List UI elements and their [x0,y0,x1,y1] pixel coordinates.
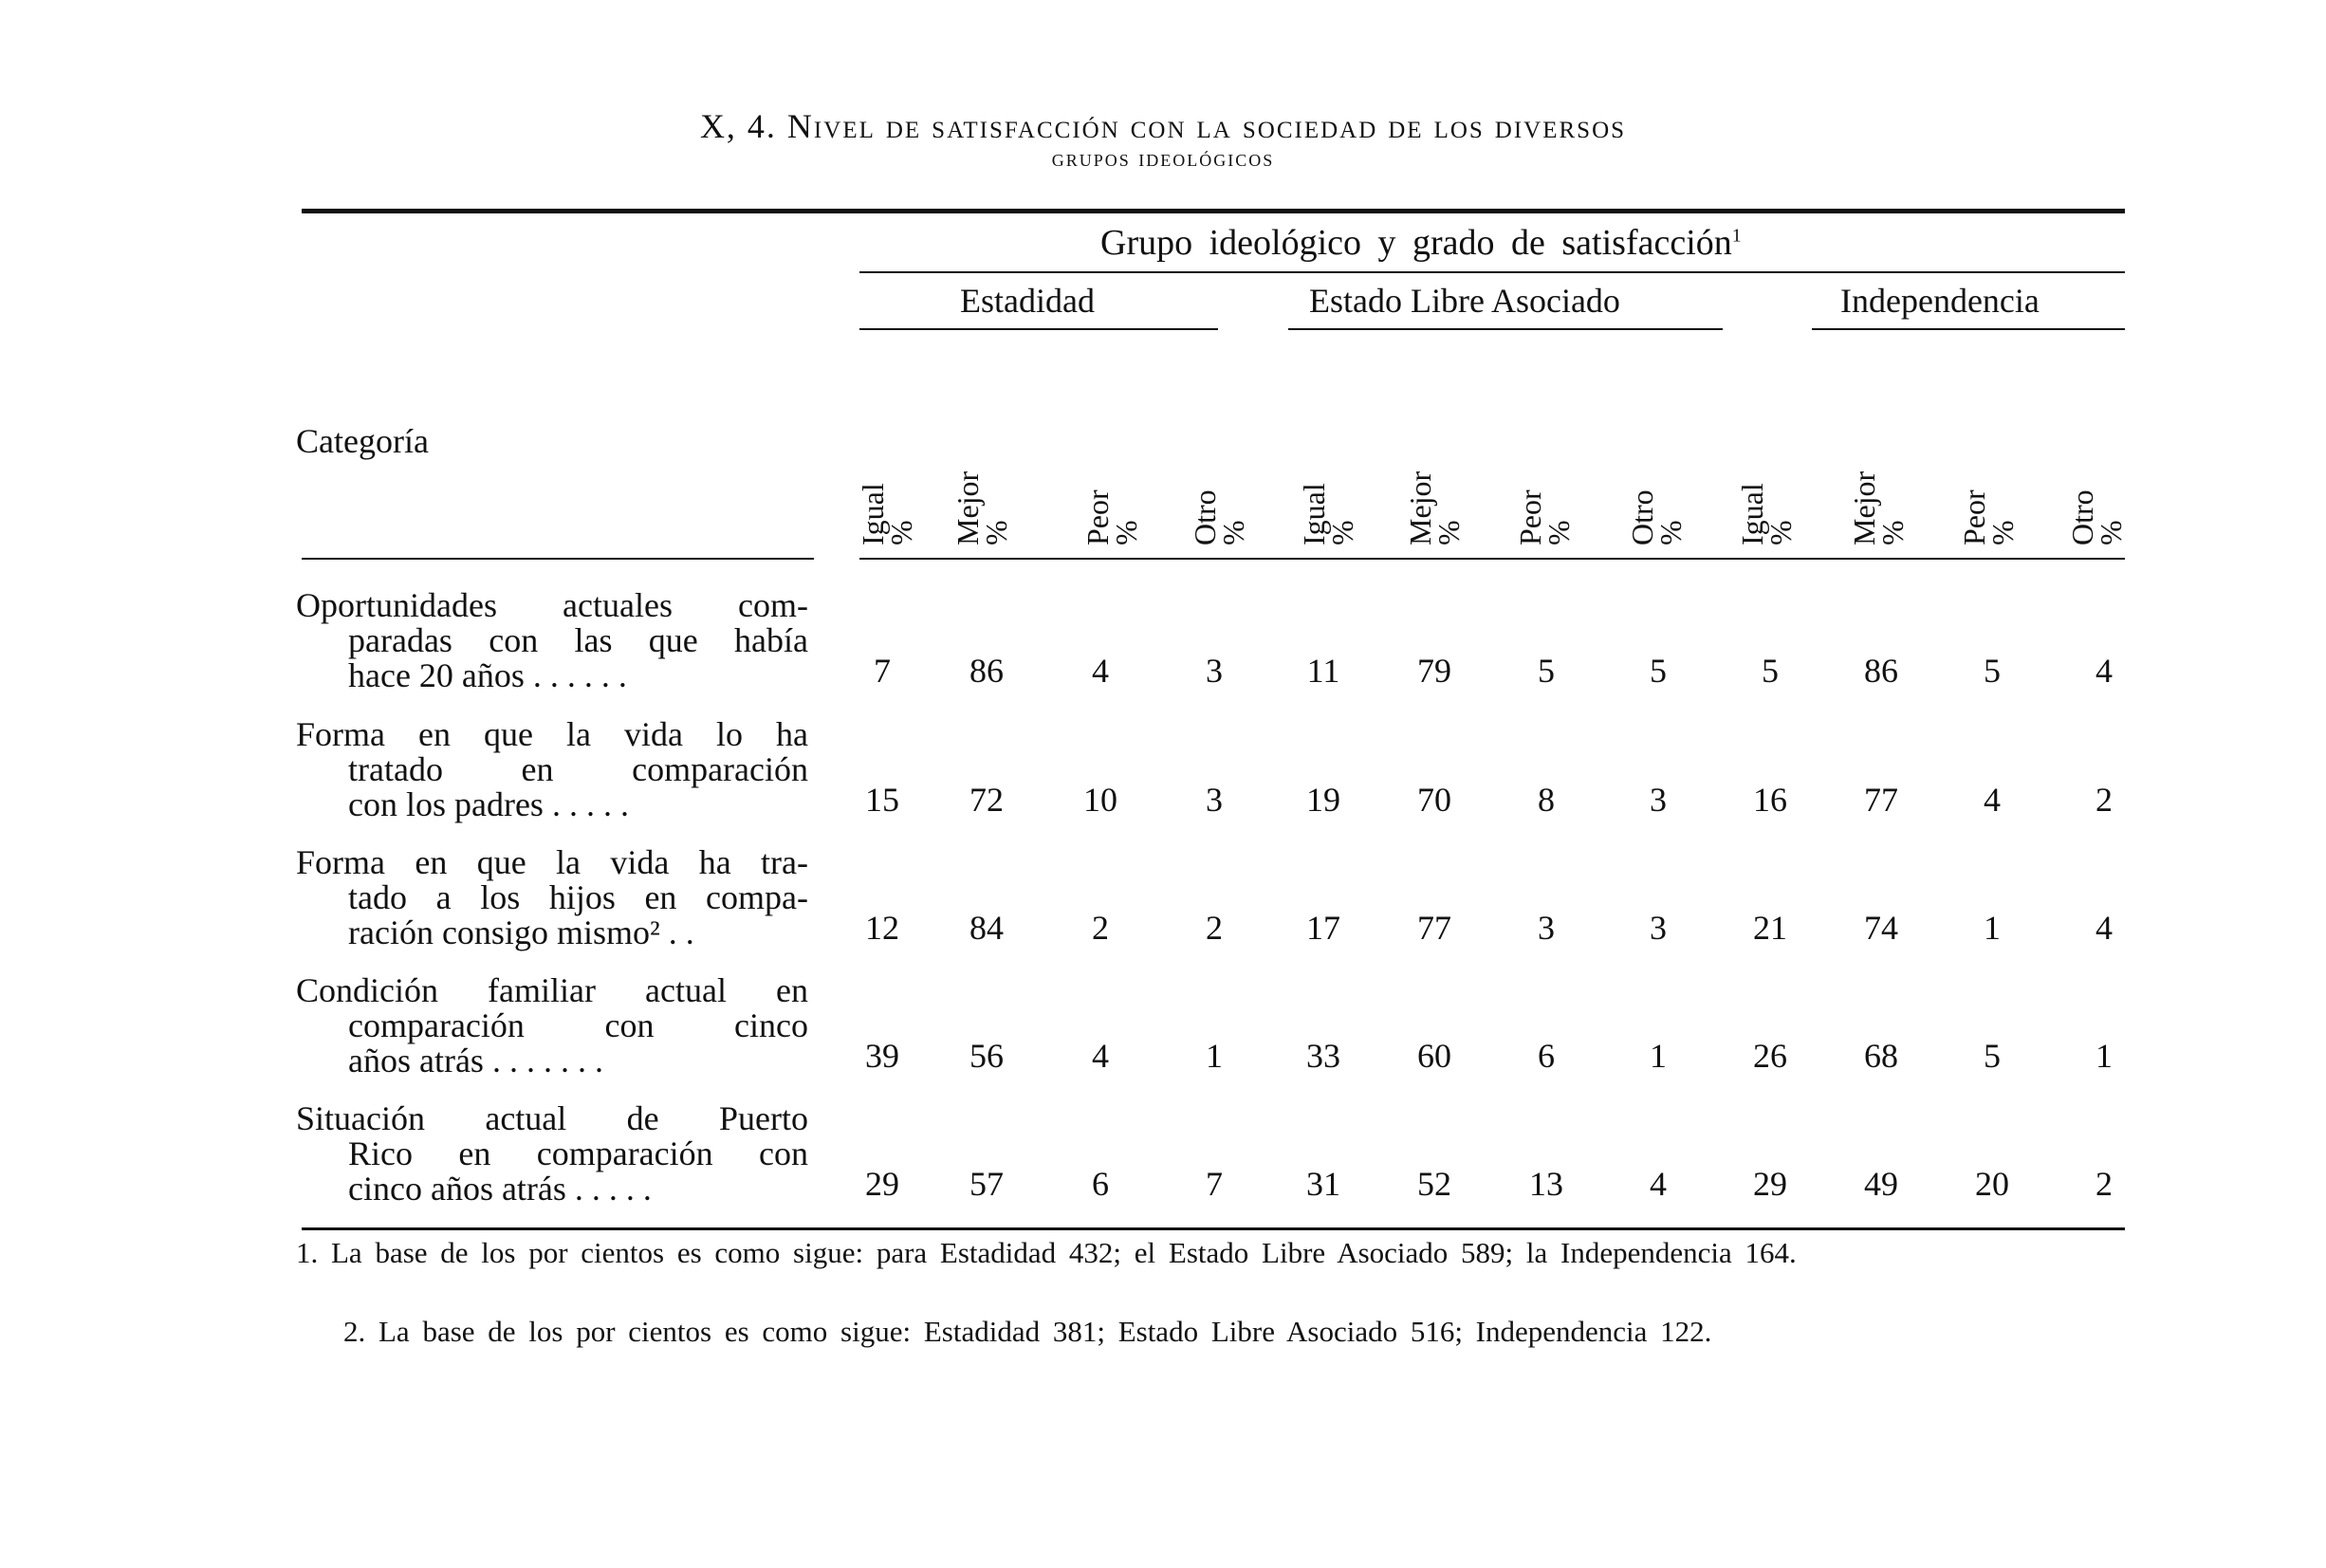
table-cell-r3-c4: 2 [1206,909,1223,947]
table-cell-r1-c2: 86 [969,652,1004,690]
table-cell-r2-c3: 10 [1083,781,1117,819]
table-cell-r1-c12: 4 [2095,652,2113,690]
col-header-5: Igual % [1297,483,1359,545]
col-header-2: Mejor % [951,470,1013,545]
table-cell-r5-c12: 2 [2095,1165,2113,1203]
table-cell-r2-c5: 19 [1306,781,1340,819]
table-cell-r2-c9: 16 [1753,781,1787,819]
table-cell-r4-c7: 6 [1538,1037,1555,1075]
table-cell-r4-c1: 39 [865,1037,899,1075]
group-header-text: Grupo ideológico y grado de satisfacción [1100,223,1732,263]
table-cell-r1-c6: 79 [1417,652,1451,690]
table-cell-r3-c9: 21 [1753,909,1787,947]
table-title-line2: grupos ideológicos [1051,144,1275,172]
table-cell-r4-c9: 26 [1753,1037,1787,1075]
row-label-1: Oportunidades actuales com- paradas con las que había hace 20 años . . . . . . [296,586,808,694]
col-header-9: Igual % [1735,483,1798,545]
bottom-rule [302,1227,2125,1230]
table-cell-r4-c11: 5 [1984,1037,2001,1075]
table-cell-r5-c1: 29 [865,1165,899,1203]
subgroup-estadidad: Estadidad [960,282,1095,320]
group-header [1100,222,1742,264]
top-rule [302,209,2125,213]
table-cell-r3-c7: 3 [1538,909,1555,947]
table-cell-r2-c10: 77 [1864,781,1898,819]
footnote-2: 2. La base de los por cientos es como sigue: Estadidad 381; Estado Libre Asociado 516; Independencia 122. [343,1315,1712,1348]
col-header-8: Otro % [1625,489,1688,545]
table-cell-r3-c11: 1 [1984,909,2001,947]
group-header-rule [859,271,2125,273]
col-header-3: Peor % [1080,489,1143,545]
subgroup-ela: Estado Libre Asociado [1309,282,1620,320]
table-cell-r3-c3: 2 [1092,909,1109,947]
table-cell-r4-c2: 56 [969,1037,1004,1075]
row-label-5: Situación actual de Puerto Rico en comparación con cinco años atrás . . . . . [296,1099,808,1208]
table-cell-r4-c12: 1 [2095,1037,2113,1075]
table-cell-r5-c2: 57 [969,1165,1004,1203]
table-cell-r5-c3: 6 [1092,1165,1109,1203]
table-cell-r5-c10: 49 [1864,1165,1898,1203]
table-cell-r3-c8: 3 [1650,909,1667,947]
table-cell-r1-c9: 5 [1762,652,1779,690]
subgroup-rule-2 [1288,328,1723,330]
col-header-7: Peor % [1513,489,1576,545]
table-cell-r2-c8: 3 [1650,781,1667,819]
subgroup-independencia: Independencia [1840,282,2040,320]
table-cell-r2-c6: 70 [1417,781,1451,819]
table-cell-r5-c6: 52 [1417,1165,1451,1203]
table-cell-r3-c10: 74 [1864,909,1898,947]
table-cell-r4-c8: 1 [1650,1037,1667,1075]
table-cell-r1-c8: 5 [1650,652,1667,690]
table-cell-r5-c9: 29 [1753,1165,1787,1203]
table-cell-r2-c1: 15 [865,781,899,819]
table-cell-r1-c1: 7 [874,652,891,690]
table-cell-r5-c7: 13 [1529,1165,1563,1203]
col-header-11: Peor % [1957,489,2020,545]
table-title-line1: X, 4. Nivel de satisfacción con la sociedad de los diversos [699,107,1627,145]
table-cell-r4-c5: 33 [1306,1037,1340,1075]
table-cell-r1-c11: 5 [1984,652,2001,690]
table-cell-r4-c4: 1 [1206,1037,1223,1075]
row-label-3: Forma en que la vida ha tra- tado a los hijos en compa- ración consigo mismo² . . [296,843,808,951]
table-cell-r1-c5: 11 [1306,652,1340,690]
col-header-12: Otro % [2065,489,2128,545]
col-header-4: Otro % [1188,489,1250,545]
table-cell-r4-c3: 4 [1092,1037,1109,1075]
table-cell-r2-c4: 3 [1206,781,1223,819]
row-label-4: Condición familiar actual en comparación con cinco años atrás . . . . . . . [296,971,808,1079]
table-cell-r1-c7: 5 [1538,652,1555,690]
table-cell-r3-c2: 84 [969,909,1004,947]
table-cell-r2-c2: 72 [969,781,1004,819]
table-cell-r3-c12: 4 [2095,909,2113,947]
table-cell-r1-c10: 86 [1864,652,1898,690]
table-cell-r1-c4: 3 [1206,652,1223,690]
group-header-note: 1 [1731,225,1742,247]
row-label-2: Forma en que la vida lo ha tratado en comparación con los padres . . . . . [296,715,808,823]
subgroup-rule-3 [1812,328,2125,330]
table-cell-r5-c4: 7 [1206,1165,1223,1203]
col-header-1: Igual % [856,483,918,545]
table-cell-r4-c10: 68 [1864,1037,1898,1075]
table-cell-r5-c5: 31 [1306,1165,1340,1203]
table-cell-r5-c8: 4 [1650,1165,1667,1203]
table-cell-r2-c12: 2 [2095,781,2113,819]
table-cell-r5-c11: 20 [1975,1165,2009,1203]
table-cell-r1-c3: 4 [1092,652,1109,690]
table-cell-r3-c6: 77 [1417,909,1451,947]
col-header-6: Mejor % [1403,470,1466,545]
footnote-1: 1. La base de los por cientos es como sigue: para Estadidad 432; el Estado Libre Asociado 589; la Independencia 164. [296,1236,1797,1269]
col-header-10: Mejor % [1847,470,1910,545]
table-cell-r3-c5: 17 [1306,909,1340,947]
table-cell-r4-c6: 60 [1417,1037,1451,1075]
category-label: Categoría [296,422,429,460]
stub-header-rule [302,558,814,560]
subgroup-rule-1 [859,328,1218,330]
table-cell-r2-c11: 4 [1984,781,2001,819]
table-cell-r2-c7: 8 [1538,781,1555,819]
table-cell-r3-c1: 12 [865,909,899,947]
column-header-rule [859,558,2125,560]
